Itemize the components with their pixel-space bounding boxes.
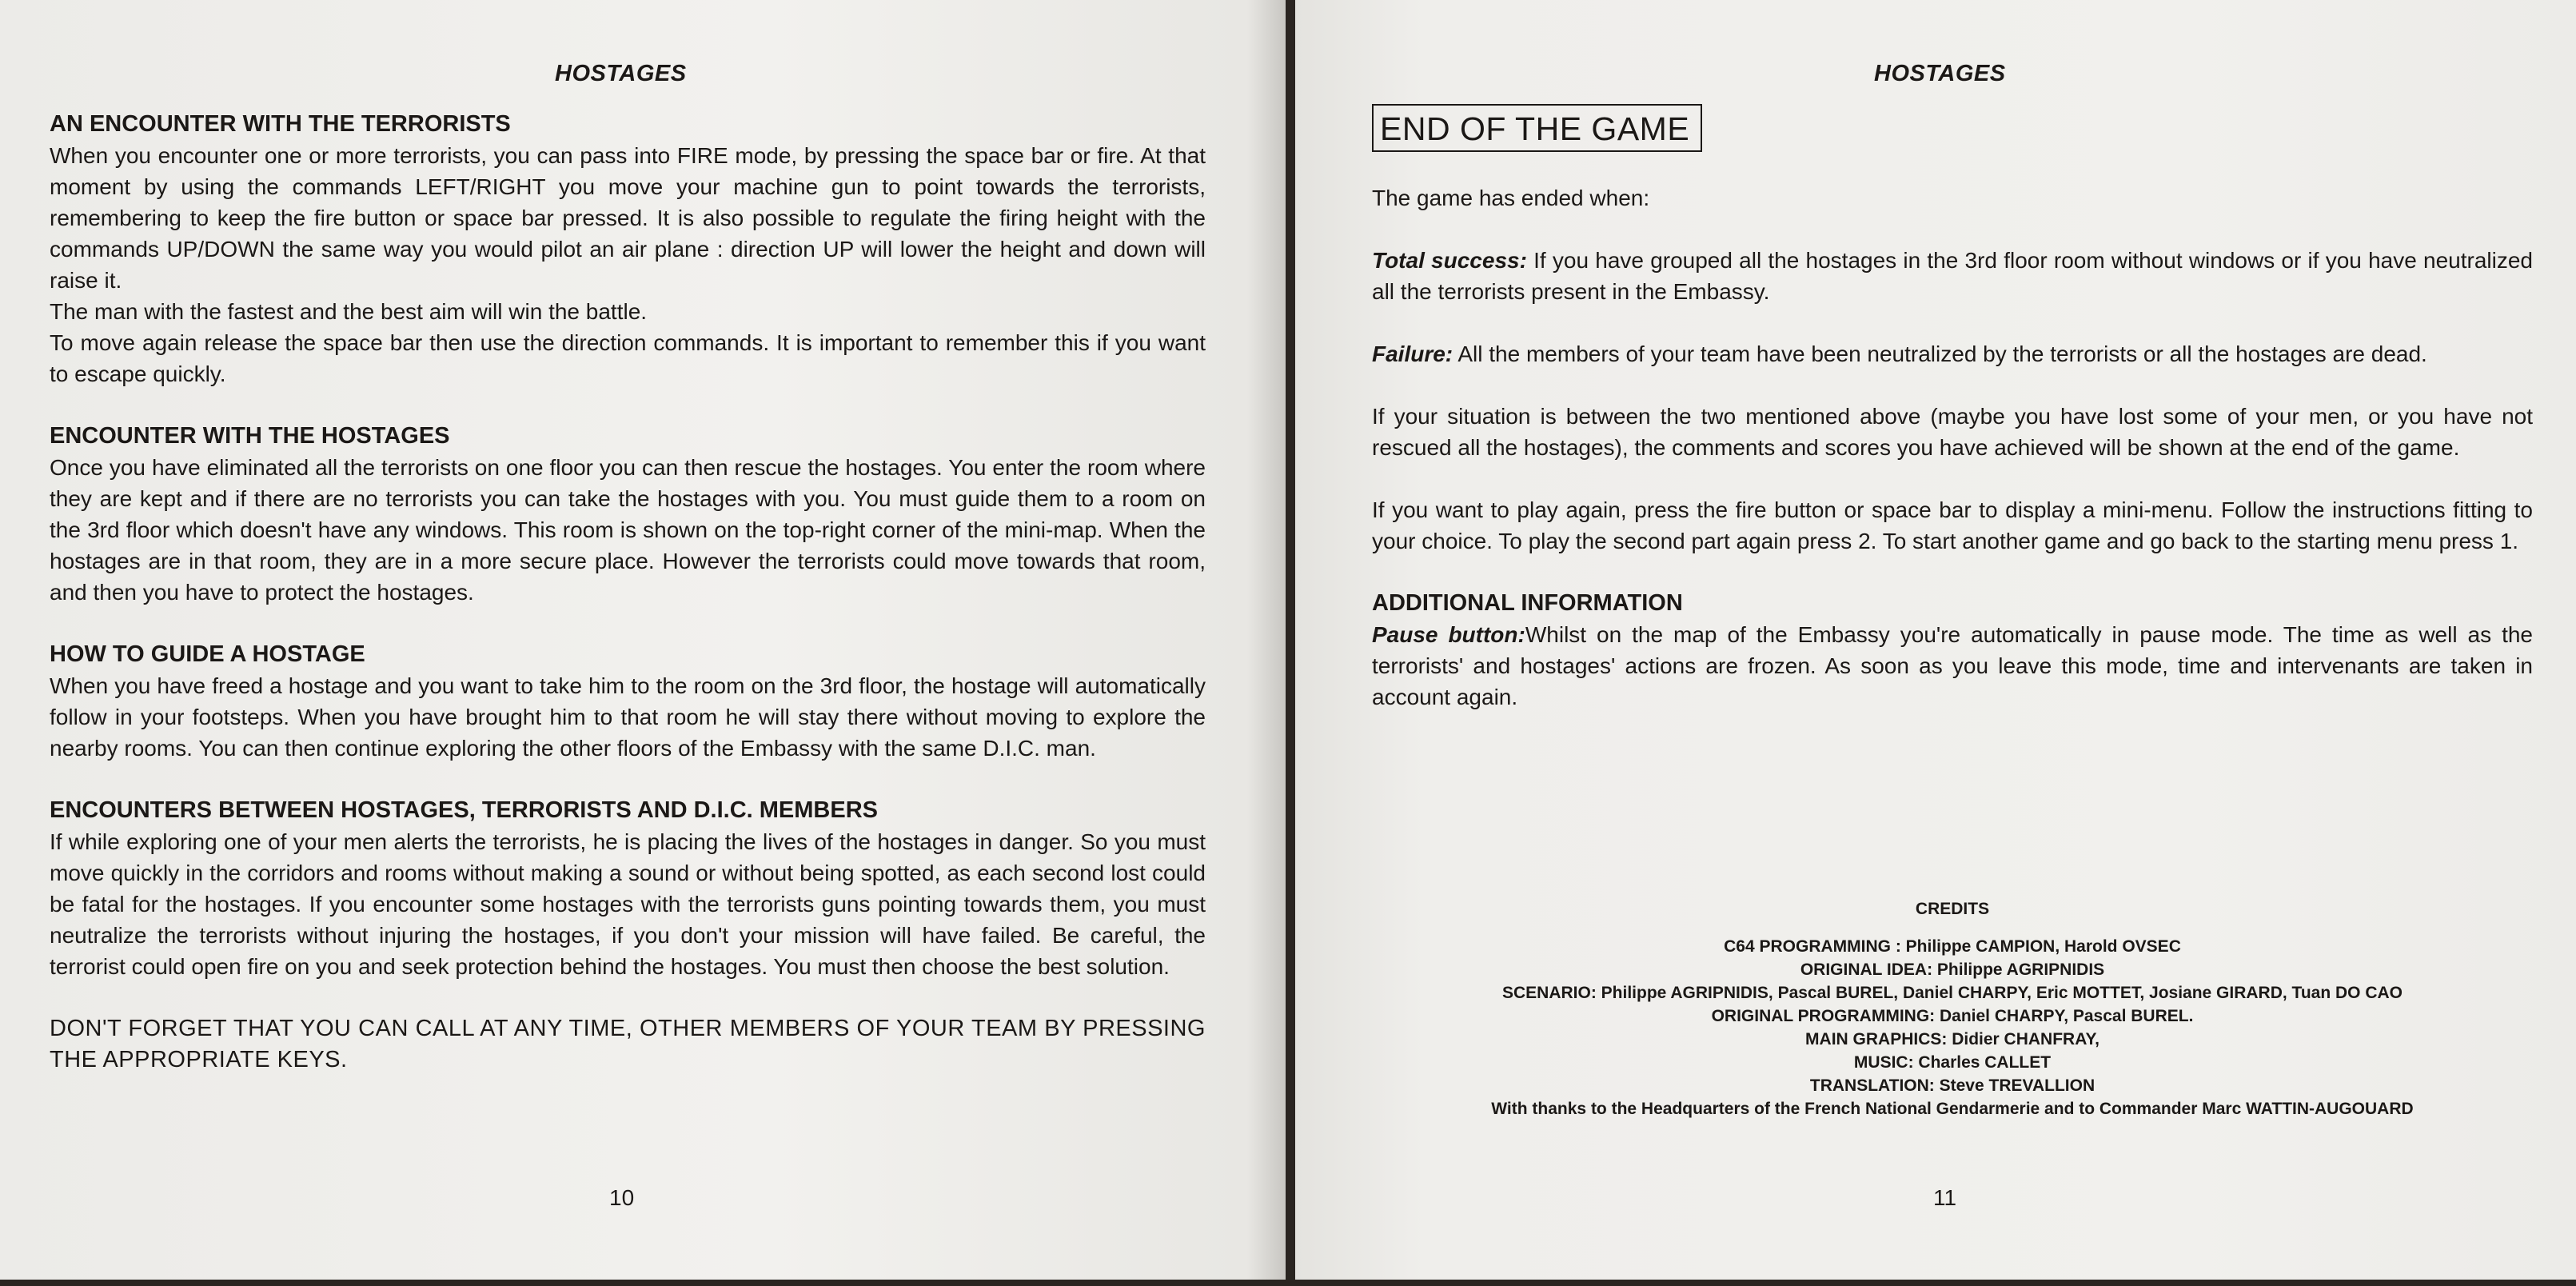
paragraph: Once you have eliminated all the terrorists on one floor you can then rescue the hostages. You enter the room where they are kept and if there are no terrorists you can take the hostages with you. You must guide them to a room on the 3rd floor which doesn't have any windows. This room is shown on the top-right corner of the mini-map. When the hostages are in that room, they are in a more secure place. However the terrorists could move towards that room, and then you have to protect the hostages. (50, 455, 1206, 605)
pause-text: Whilst on the map of the Embassy you're automatically in pause mode. The time as well as the terrorists' and hostages' actions are frozen. As soon as you leave this mode, time and intervenants are taken in account again. (1372, 622, 2533, 709)
credits-line: MAIN GRAPHICS: Didier CHANFRAY, (1805, 1030, 2099, 1048)
failure-paragraph (1372, 338, 2533, 369)
paragraph: The man with the fastest and the best aim will win the battle. (50, 299, 648, 324)
paragraph: If while exploring one of your men alerts the terrorists, he is placing the lives of the hostages in danger. So you must move quickly in the corridors and rooms without making a sound or without being spotted, as each second lost could be fatal for the hostages. If you encounter some hostages with the terrorists guns pointing towards them, you must neutralize the terrorists without injuring the hostages, if you don't your mission will have failed. Be careful, the terrorist could open fire on you and seek protection behind the hostages. You must then choose the best solution. (50, 829, 1206, 979)
paragraph: When you have freed a hostage and you want to take him to the room on the 3rd floor, the hostage will automatically follow in your footsteps. When you have brought him to that room he will stay there without moving to explore the nearby rooms. You can then continue exploring the other floors of the Embassy with the same D.I.C. man. (50, 673, 1206, 761)
page-number: 11 (1933, 1185, 1957, 1210)
credits-block (1372, 897, 2533, 1120)
credits-line: C64 PROGRAMMING : Philippe CAMPION, Harold OVSEC (1724, 937, 2181, 956)
running-head-right: HOSTAGES (1874, 61, 2006, 86)
credits-line: SCENARIO: Philippe AGRIPNIDIS, Pascal BUREL, Daniel CHARPY, Eric MOTTET, Josiane GIRARD, Tuan DO CAO (1501, 984, 2403, 1002)
right-page-body (1372, 104, 2533, 713)
section-heading: HOW TO GUIDE A HOSTAGE (50, 641, 365, 667)
spine-shadow (1247, 0, 1286, 1286)
pause-label: Pause button: (1372, 622, 1525, 647)
closing-note: DON'T FORGET THAT YOU CAN CALL AT ANY TIME, OTHER MEMBERS OF YOUR TEAM BY PRESSING THE APPROPRIATE KEYS. (50, 1016, 1206, 1072)
left-page (0, 0, 1286, 1286)
page-number: 10 (609, 1185, 635, 1210)
success-label: Total success: (1372, 248, 1527, 273)
running-head-left: HOSTAGES (555, 61, 687, 86)
credits-line: TRANSLATION: Steve TREVALLION (1809, 1076, 2095, 1095)
paragraph: If you want to play again, press the fire button or space bar to display a mini-menu. Follow the instructions fitting to your choice. To play the second part again press 2. To start another game and go back to the starting menu press 1. (1372, 497, 2533, 553)
credits-title: CREDITS (1915, 900, 1990, 918)
paragraph: To move again release the space bar then use the direction commands. It is important to remember this if you want to escape quickly. (50, 330, 1206, 386)
paragraph: When you encounter one or more terrorists, you can pass into FIRE mode, by pressing the space bar or fire. At that moment by using the commands LEFT/RIGHT you move your machine gun to point towards the terrorists, remembering to keep the fire button or space bar pressed. It is also possible to regulate the firing height with the commands UP/DOWN the same way you would pilot an air plane : direction UP will lower the height and down will raise it. (50, 143, 1206, 293)
section-heading: ADDITIONAL INFORMATION (1372, 590, 1683, 616)
credits-line: With thanks to the Headquarters of the French National Gendarmerie and to Commander Marc WATTIN-AUGOUARD (1491, 1100, 2414, 1118)
failure-text: All the members of your team have been neutralized by the terrorists or all the hostages are dead. (1453, 341, 2427, 366)
failure-label: Failure: (1372, 341, 1453, 366)
success-paragraph (1372, 245, 2533, 307)
success-text: If you have grouped all the hostages in the 3rd floor room without windows or if you have neutralized all the terrorists present in the Embassy. (1372, 248, 2534, 304)
left-page-body (50, 109, 1206, 1076)
scan-bottom-edge (0, 1280, 2576, 1286)
right-page (1295, 0, 2576, 1286)
pause-paragraph (1372, 619, 2533, 713)
credits-line: ORIGINAL IDEA: Philippe AGRIPNIDIS (1800, 961, 2105, 979)
section-heading: AN ENCOUNTER WITH THE TERRORISTS (50, 111, 511, 137)
credits-line: ORIGINAL PROGRAMMING: Daniel CHARPY, Pascal BUREL. (1711, 1007, 2194, 1025)
section-heading: ENCOUNTER WITH THE HOSTAGES (50, 423, 450, 449)
page-title: END OF THE GAME (1372, 104, 1702, 152)
paragraph: If your situation is between the two mentioned above (maybe you have lost some of your men, or you have not rescued all the hostages), the comments and scores you have achieved will be shown at the end of the game. (1372, 404, 2533, 460)
credits-line: MUSIC: Charles CALLET (1853, 1053, 2052, 1072)
section-heading: ENCOUNTERS BETWEEN HOSTAGES, TERRORISTS AND D.I.C. MEMBERS (50, 797, 878, 823)
intro-text: The game has ended when: (1372, 186, 1650, 210)
